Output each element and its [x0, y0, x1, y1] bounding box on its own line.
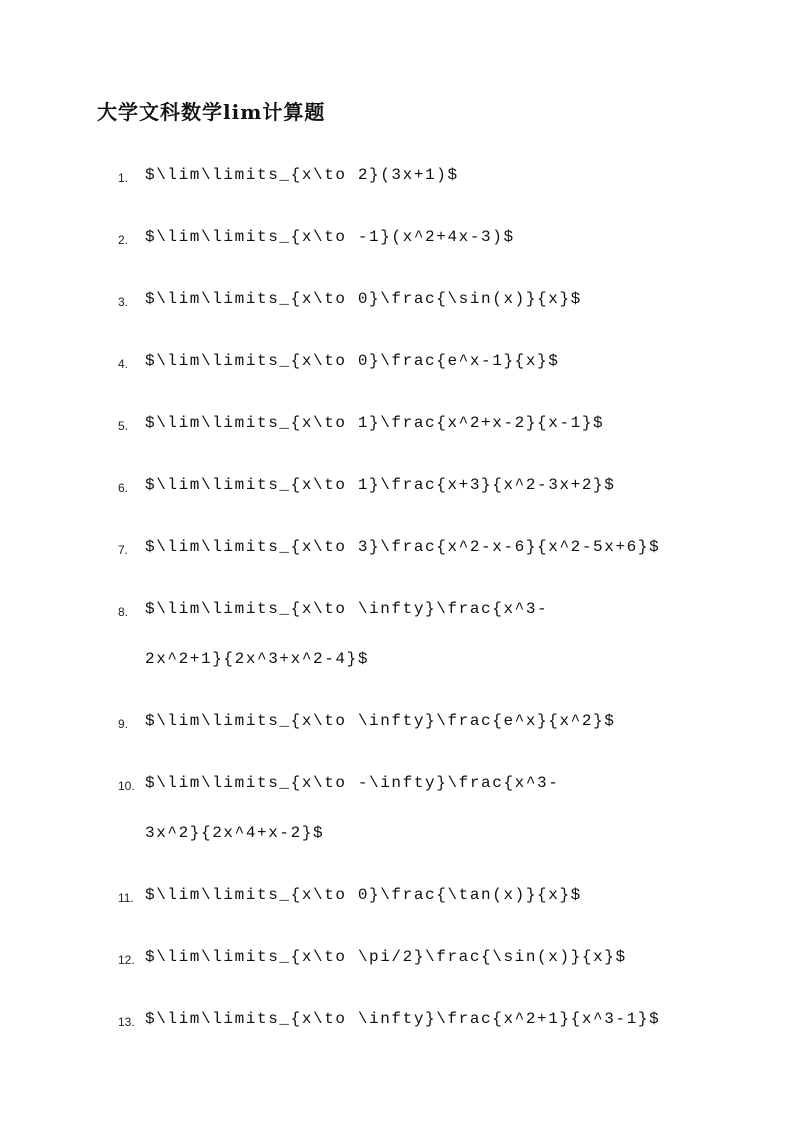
- problem-number: 6.: [118, 481, 129, 495]
- problem-expression: $\lim\limits_{x\to -1}(x^2+4x-3)$: [145, 228, 515, 246]
- problem-number: 1.: [118, 171, 129, 185]
- document-title: 大学文科数学lim计算题: [97, 100, 326, 124]
- problem-expression: $\lim\limits_{x\to 1}\frac{x+3}{x^2-3x+2}$: [145, 476, 616, 494]
- problem-number: 7.: [118, 543, 129, 557]
- problem-number: 4.: [118, 357, 129, 371]
- problem-number: 2.: [118, 233, 129, 247]
- problem-expression: $\lim\limits_{x\to 2}(3x+1)$: [145, 166, 459, 184]
- problem-expression: $\lim\limits_{x\to 1}\frac{x^2+x-2}{x-1}$: [145, 414, 605, 432]
- problem-expression: $\lim\limits_{x\to 3}\frac{x^2-x-6}{x^2-5x+6}$: [145, 538, 661, 556]
- problem-number: 5.: [118, 419, 129, 433]
- problem-number: 10.: [118, 779, 135, 793]
- problem-expression: $\lim\limits_{x\to 0}\frac{\tan(x)}{x}$: [145, 886, 582, 904]
- problem-expression: $\lim\limits_{x\to \infty}\frac{x^3- 2x^2+1}{2x^3+x^2-4}$: [145, 600, 549, 668]
- problem-number: 12.: [118, 953, 135, 967]
- problem-expression: $\lim\limits_{x\to 0}\frac{\sin(x)}{x}$: [145, 290, 582, 308]
- problem-number: 11.: [118, 891, 134, 905]
- problem-number: 13.: [118, 1015, 135, 1029]
- problem-expression: $\lim\limits_{x\to 0}\frac{e^x-1}{x}$: [145, 352, 560, 370]
- problem-expression: $\lim\limits_{x\to \infty}\frac{e^x}{x^2}$: [145, 712, 616, 730]
- problem-number: 8.: [118, 605, 129, 619]
- problem-expression: $\lim\limits_{x\to \pi/2}\frac{\sin(x)}{x}$: [145, 948, 627, 966]
- problem-expression: $\lim\limits_{x\to -\infty}\frac{x^3- 3x^2}{2x^4+x-2}$: [145, 774, 560, 842]
- problem-number: 9.: [118, 717, 129, 731]
- problem-expression: $\lim\limits_{x\to \infty}\frac{x^2+1}{x^3-1}$: [145, 1010, 661, 1028]
- problem-number: 3.: [118, 295, 129, 309]
